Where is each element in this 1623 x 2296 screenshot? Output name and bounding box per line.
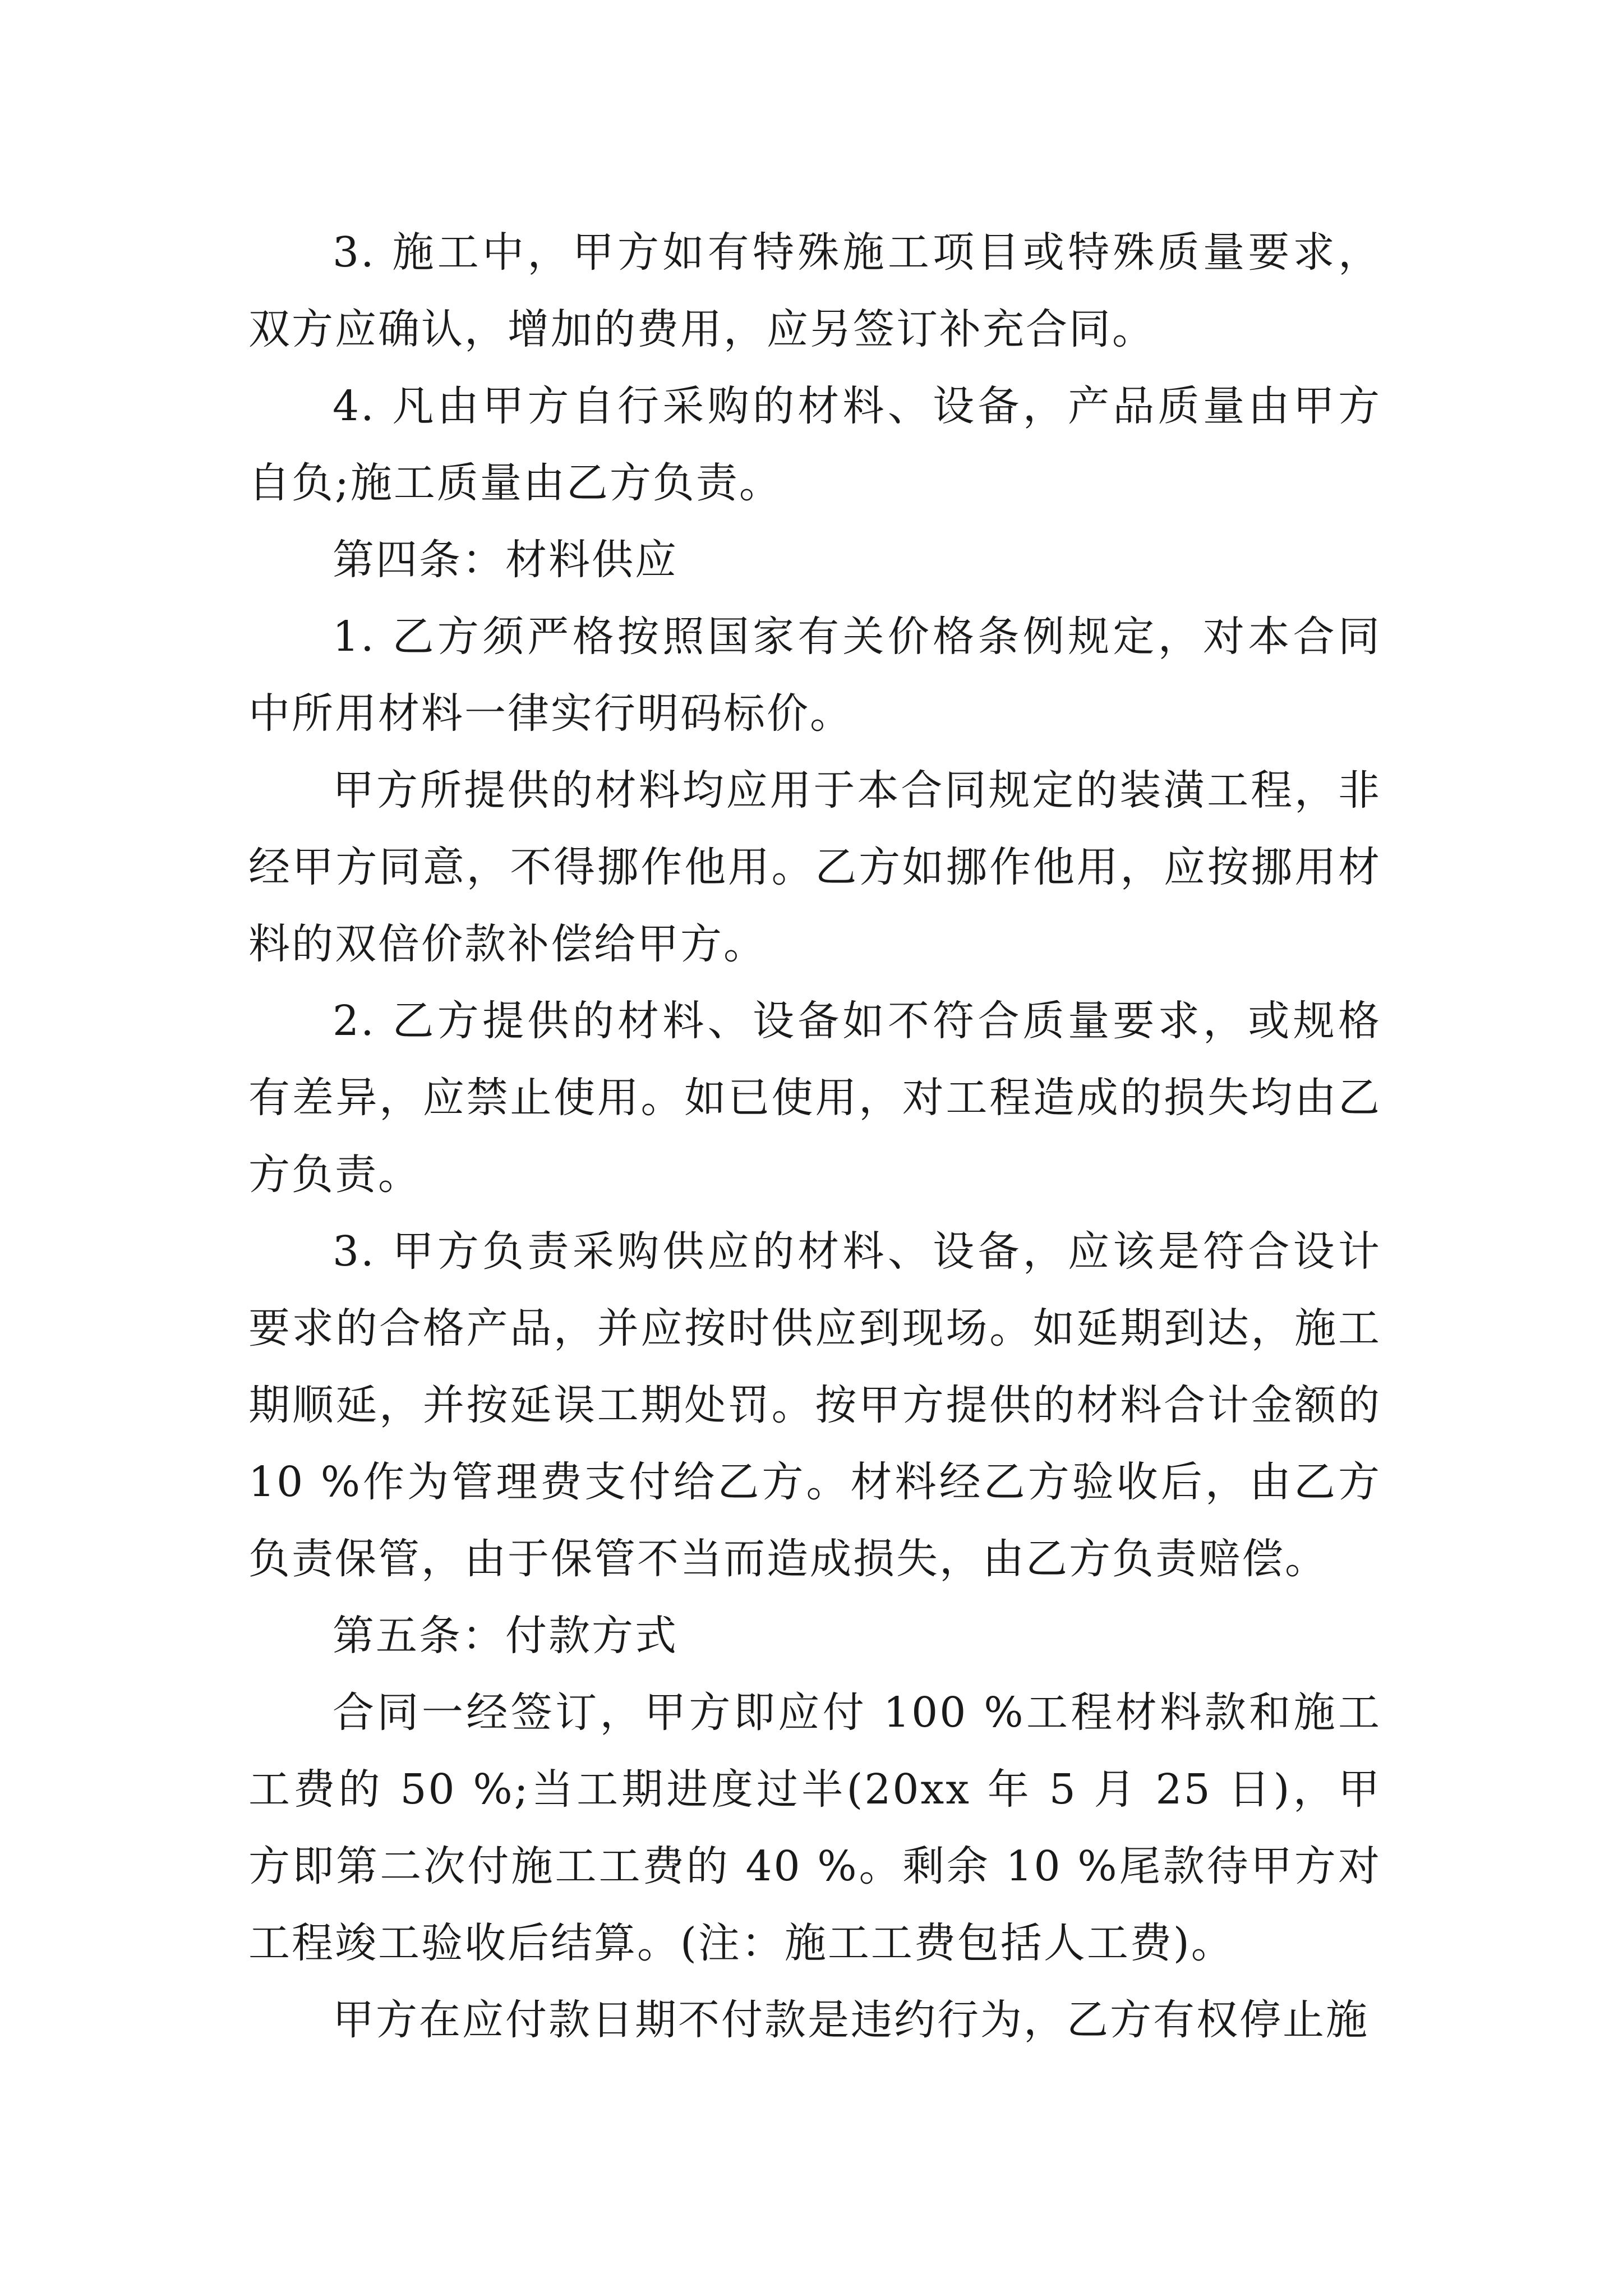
section-heading-article-4: 第四条：材料供应 [333, 536, 678, 584]
paragraph-party-a-procurement: 3. 甲方负责采购供应的材料、设备，应该是符合设计要求的合格产品，并应按时供应到现场。如延期到达，施工期顺延，并按延误工期处罚。按甲方提供的材料合计金额的10 %作为管理费支付给乙方。材料经乙方验收后，由乙方负责保管，由于保管不当而造成损失，由乙方负责赔偿。 [248, 1227, 1381, 1583]
paragraph-material-usage: 甲方所提供的材料均应用于本合同规定的装潢工程，非经甲方同意，不得挪作他用。乙方如挪作他用，应按挪用材料的双倍价款补偿给甲方。 [248, 766, 1381, 968]
paragraph-payment-default: 甲方在应付款日期不付款是违约行为，乙方有权停止施 [333, 1996, 1369, 2044]
section-heading-article-5: 第五条：付款方式 [333, 1612, 678, 1660]
document-body [248, 214, 1381, 2059]
paragraph-clause-4-self-purchased-materials: 4. 凡由甲方自行采购的材料、设备，产品质量由甲方自负;施工质量由乙方负责。 [248, 382, 1381, 507]
paragraph-material-pricing: 1. 乙方须严格按照国家有关价格条例规定，对本合同中所用材料一律实行明码标价。 [248, 613, 1381, 738]
paragraph-clause-3-special-requirements: 3. 施工中，甲方如有特殊施工项目或特殊质量要求，双方应确认，增加的费用，应另签订补充合同。 [248, 228, 1381, 353]
paragraph-material-quality: 2. 乙方提供的材料、设备如不符合质量要求，或规格有差异，应禁止使用。如已使用，对工程造成的损失均由乙方负责。 [248, 997, 1381, 1199]
paragraph-payment-schedule: 合同一经签订，甲方即应付 100 %工程材料款和施工工费的 50 %;当工期进度过半(20xx 年 5 月 25 日)，甲方即第二次付施工工费的 40 %。剩余 10 %尾款待甲方对工程竣工验收后结算。(注：施工工费包括人工费)。 [248, 1688, 1381, 1967]
